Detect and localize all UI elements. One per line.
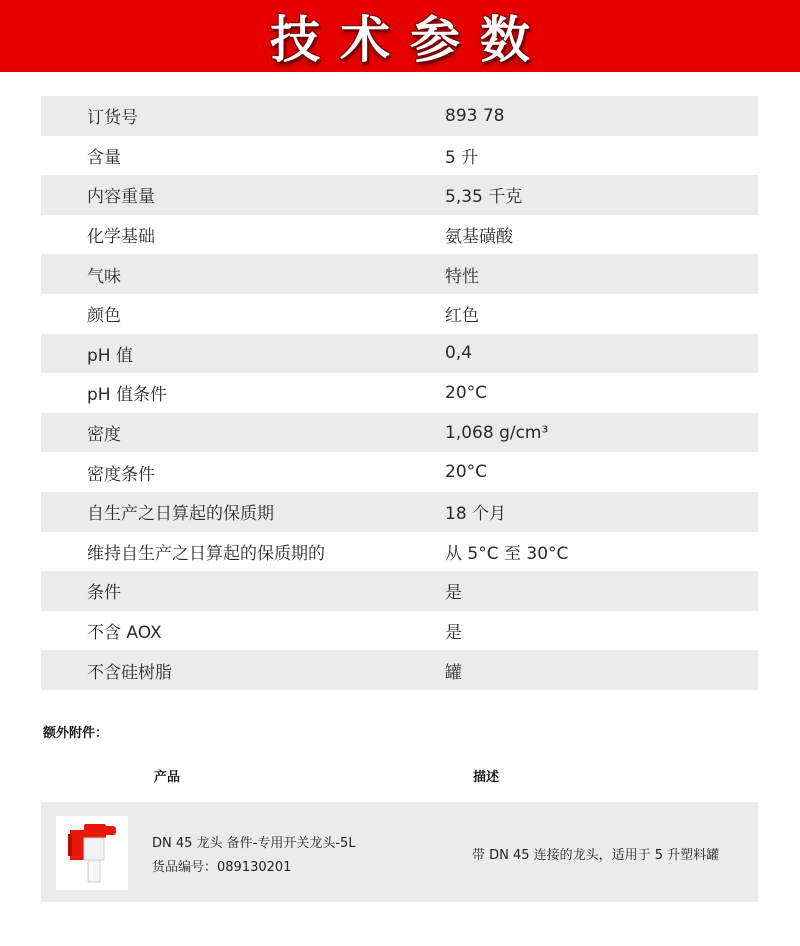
spec-row xyxy=(41,492,758,532)
spec-value: 罐 xyxy=(445,662,462,683)
spec-label: 不含 AOX xyxy=(87,623,162,644)
spec-value: 从 5°C 至 30°C xyxy=(445,543,569,564)
tap-faucet-icon[interactable] xyxy=(56,816,128,890)
spec-row xyxy=(41,334,758,374)
spec-row xyxy=(41,650,758,690)
column-header-product: 产品 xyxy=(154,770,181,785)
accessory-code-value: 089130201 xyxy=(217,860,292,875)
column-header-description: 描述 xyxy=(473,770,500,785)
accessory-code xyxy=(152,856,291,875)
spec-row xyxy=(41,452,758,492)
accessory-name[interactable]: DN 45 龙头 备件-专用开关龙头-5L xyxy=(152,836,356,851)
spec-label: 密度 xyxy=(87,425,121,446)
spec-value: 20°C xyxy=(445,462,488,483)
spec-label: 内容重量 xyxy=(87,187,155,208)
accessories-title: 额外附件： xyxy=(43,726,109,741)
spec-value: 特性 xyxy=(445,266,479,287)
spec-table xyxy=(41,96,758,690)
spec-row xyxy=(41,611,758,651)
spec-row xyxy=(41,136,758,176)
spec-row xyxy=(41,215,758,255)
spec-label: pH 值条件 xyxy=(87,385,167,406)
spec-row xyxy=(41,254,758,294)
spec-value: 893 78 xyxy=(445,105,505,126)
spec-row xyxy=(41,413,758,453)
spec-value: 0,4 xyxy=(445,343,473,364)
spec-label: 不含硅树脂 xyxy=(87,662,172,683)
spec-row xyxy=(41,571,758,611)
spec-value: 是 xyxy=(445,623,462,644)
accessory-description: 带 DN 45 连接的龙头，适用于 5 升塑料罐 xyxy=(472,848,720,863)
spec-value: 是 xyxy=(445,583,462,604)
spec-value: 1,068 g/cm³ xyxy=(445,422,549,443)
accessory-row[interactable] xyxy=(41,802,758,902)
spec-value: 5 升 xyxy=(445,147,479,168)
spec-row xyxy=(41,294,758,334)
spec-label: 密度条件 xyxy=(87,464,155,485)
spec-value: 18 个月 xyxy=(445,504,507,525)
spec-label: 条件 xyxy=(87,583,121,604)
spec-value: 5,35 千克 xyxy=(445,187,523,208)
spec-value: 红色 xyxy=(445,306,479,327)
spec-label: 维持自生产之日算起的保质期的 xyxy=(87,543,325,564)
accessory-code-label: 货品编号： xyxy=(152,860,218,875)
spec-row xyxy=(41,96,758,136)
spec-label: 自生产之日算起的保质期 xyxy=(87,504,274,525)
spec-row xyxy=(41,175,758,215)
spec-row xyxy=(41,373,758,413)
spec-value: 氨基磺酸 xyxy=(445,227,513,248)
page-title: 技术参数 xyxy=(270,10,550,69)
spec-label: pH 值 xyxy=(87,345,133,366)
spec-label: 化学基础 xyxy=(87,227,155,248)
header-banner xyxy=(0,0,800,72)
spec-label: 气味 xyxy=(87,266,121,287)
spec-label: 含量 xyxy=(87,147,121,168)
spec-label: 订货号 xyxy=(87,108,138,129)
spec-value: 20°C xyxy=(445,382,488,403)
spec-label: 颜色 xyxy=(87,306,121,327)
spec-row xyxy=(41,532,758,572)
